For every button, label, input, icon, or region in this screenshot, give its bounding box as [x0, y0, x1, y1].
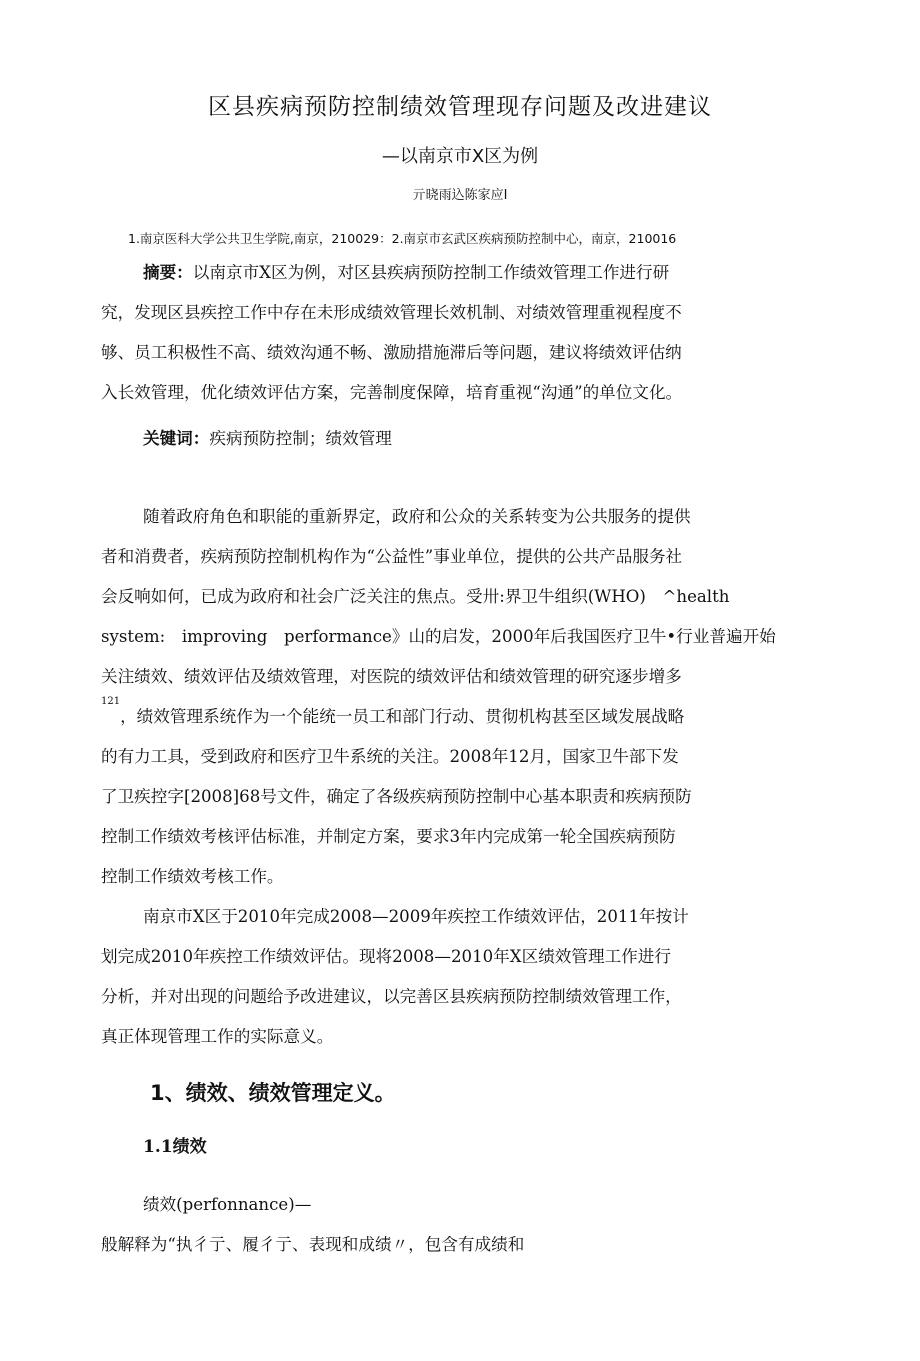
section-paragraph: [101, 1185, 821, 1265]
paragraph-line: 随着政府角色和职能的重新界定，政府和公众的关系转变为公共服务的提供: [143, 507, 691, 526]
paragraph-line: 会反响如何，已成为政府和社会广泛关注的焦点。受卅:界卫牛组织(WHO) ^health: [101, 587, 730, 606]
paragraph-line: 南京市X区于2010年完成2008—2009年疾控工作绩效评估，2011年按计: [143, 907, 689, 926]
abstract-line: 入长效管理，优化绩效评估方案，完善制度保障，培育重视“沟通”的单位文化。: [101, 383, 683, 402]
subsection-heading: 1.1绩效: [143, 1137, 207, 1157]
abstract-line: 究，发现区县疾控工作中存在未形成绩效管理长效机制、对绩效管理重视程度不: [101, 303, 682, 322]
paragraph-line: 控制工作绩效考核工作。: [101, 867, 284, 886]
keywords-line: [101, 419, 821, 459]
paragraph-line: 划完成2010年疾控工作绩效评估。现将2008—2010年X区绩效管理工作进行: [101, 947, 671, 966]
paragraph-line: 般解释为“执彳亍、履彳亍、表现和成绩〃，包含有成绩和: [101, 1235, 525, 1254]
affiliation-line: 1.南京医科大学公共卫生学院,南京，210029：2.南京市玄武区疾病预防控制中心，南京，210016: [128, 231, 677, 246]
second-paragraph: [101, 897, 821, 1057]
keywords-label: 关键词：: [143, 429, 210, 448]
paragraph-line: 者和消费者，疾病预防控制机构作为“公益性”事业单位，提供的公共产品服务社: [101, 547, 683, 566]
keywords-block: [101, 419, 821, 459]
paragraph-line-text: ，绩效管理系统作为一个能统一员工和部门行动、贯彻机构甚至区域发展战略: [120, 707, 685, 726]
abstract-line: 够、员工积极性不高、绩效沟通不畅、激励措施滞后等问题，建议将绩效评估纳: [101, 343, 682, 362]
paragraph-line: 分析，并对出现的问题给予改进建议，以完善区县疾病预防控制绩效管理工作，: [101, 987, 682, 1006]
paper-title: 区县疾病预防控制绩效管理现存问题及改进建议: [208, 94, 712, 120]
abstract-text: 以南京市X区为例，对区县疾病预防控制工作绩效管理工作进行研: [192, 263, 670, 282]
paragraph-line: system: improving performance》山的启发，2000年后我国医疗卫牛•行业普遍开始: [101, 627, 776, 646]
keywords-text: 疾病预防控制；绩效管理: [209, 429, 392, 448]
abstract-block: [101, 253, 821, 413]
paragraph-line: 控制工作绩效考核评估标准，并制定方案，要求3年内完成第一轮全国疾病预防: [101, 827, 676, 846]
paragraph-line: 绩效(perfonnance)—: [143, 1195, 312, 1214]
paragraph-line: [101, 697, 821, 737]
abstract-line: [101, 253, 821, 293]
citation-marker: 121: [101, 696, 121, 707]
paragraph-line: 关注绩效、绩效评估及绩效管理，对医院的绩效评估和绩效管理的研究逐步增多: [101, 667, 682, 686]
paragraph-line: 了卫疾控字[2008]68号文件，确定了各级疾病预防控制中心基本职责和疾病预防: [101, 787, 692, 806]
section-heading: 1、绩效、绩效管理定义。: [150, 1081, 396, 1105]
author-line: 亓晓雨込陈家应I: [412, 188, 508, 203]
paragraph-line: 真正体现管理工作的实际意义。: [101, 1027, 334, 1046]
abstract-label: 摘要：: [143, 263, 193, 282]
paper-subtitle: —以南京市X区为例: [381, 146, 539, 167]
intro-paragraph: [101, 497, 821, 897]
paragraph-line: 的有力工具，受到政府和医疗卫牛系统的关注。2008年12月，国家卫牛部下发: [101, 747, 679, 766]
